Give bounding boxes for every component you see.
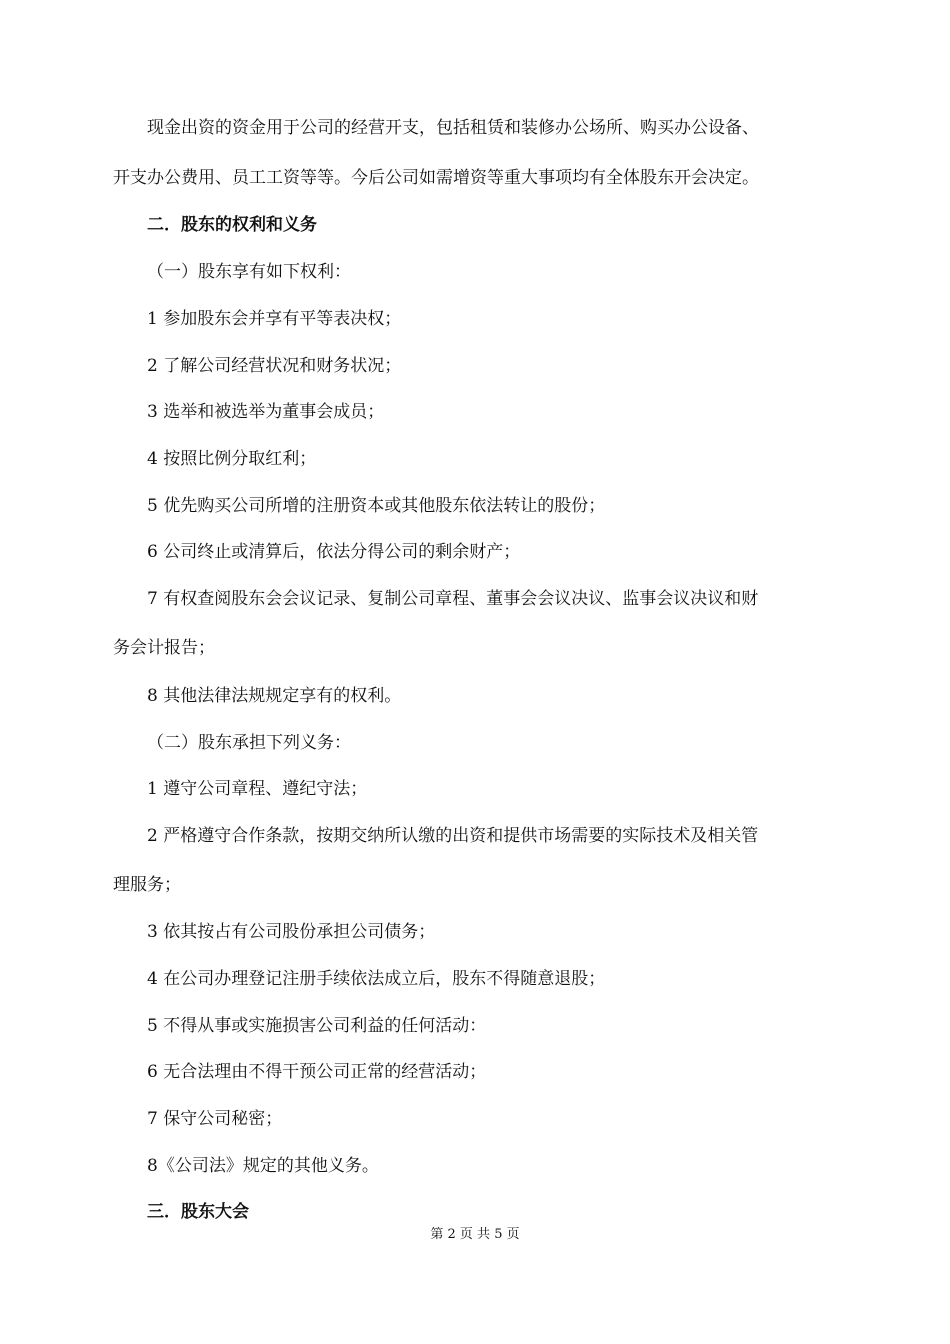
list-item-right: 1 参加股东会并享有平等表决权；	[147, 309, 402, 329]
list-item-duty: 6 无合法理由不得干预公司正常的经营活动；	[147, 1062, 487, 1082]
list-item-duty: 8《公司法》规定的其他义务。	[147, 1156, 379, 1176]
list-item-duty: 7 保守公司秘密；	[147, 1109, 283, 1129]
page-footer: 第 2 页 共 5 页	[430, 1227, 520, 1242]
paragraph-funds-line-2: 开支办公费用、员工工资等等。今后公司如需增资等重大事项均有全体股东开会决定。	[113, 168, 759, 188]
list-item-duty: 5 不得从事或实施损害公司利益的任何活动：	[147, 1016, 487, 1036]
section-title-shareholders-meeting: 三．股东大会	[147, 1202, 249, 1222]
subsection-title-duties: （二）股东承担下列义务：	[147, 733, 351, 753]
list-item-right: 7 有权查阅股东会会议记录、复制公司章程、董事会会议决议、监事会议决议和财	[147, 589, 759, 609]
list-item-duty: 2 严格遵守合作条款，按期交纳所认缴的出资和提供市场需要的实际技术及相关管	[147, 826, 759, 846]
list-item-right: 8 其他法律法规规定享有的权利。	[147, 686, 402, 706]
paragraph-funds-line-1: 现金出资的资金用于公司的经营开支，包括租赁和装修办公场所、购买办公设备、	[147, 118, 759, 138]
list-item-duty: 3 依其按占有公司股份承担公司债务；	[147, 922, 436, 942]
section-title-rights-duties: 二．股东的权利和义务	[147, 215, 317, 235]
list-item-right-continuation: 务会计报告；	[113, 638, 215, 658]
list-item-right: 5 优先购买公司所增的注册资本或其他股东依法转让的股份；	[147, 496, 606, 516]
list-item-right: 6 公司终止或清算后，依法分得公司的剩余财产；	[147, 542, 521, 562]
list-item-duty-continuation: 理服务；	[113, 875, 181, 895]
list-item-right: 2 了解公司经营状况和财务状况；	[147, 356, 402, 376]
subsection-title-rights: （一）股东享有如下权利：	[147, 262, 351, 282]
list-item-duty: 1 遵守公司章程、遵纪守法；	[147, 779, 368, 799]
list-item-right: 3 选举和被选举为董事会成员；	[147, 402, 385, 422]
list-item-right: 4 按照比例分取红利；	[147, 449, 317, 469]
list-item-duty: 4 在公司办理登记注册手续依法成立后，股东不得随意退股；	[147, 969, 606, 989]
